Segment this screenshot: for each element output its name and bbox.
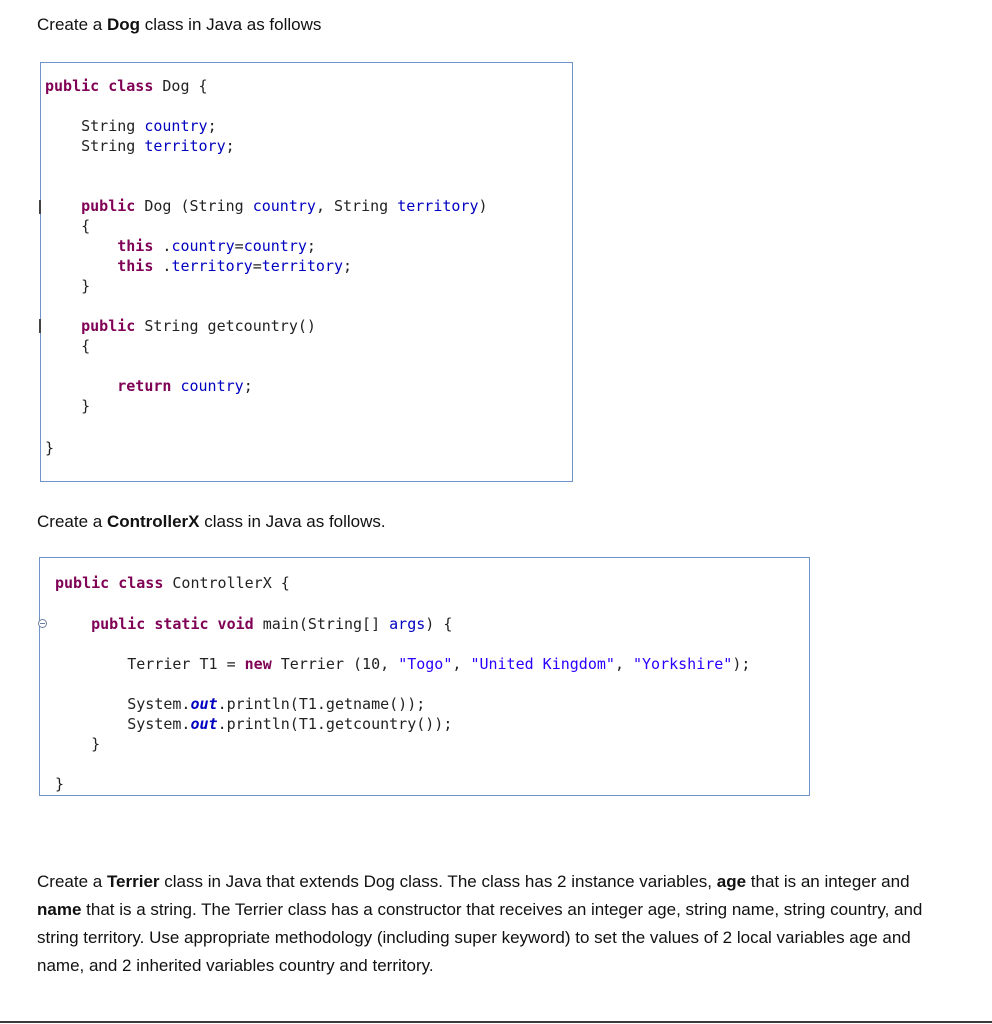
code-token: . xyxy=(162,237,172,255)
code-token: public class xyxy=(55,574,173,592)
code-line xyxy=(45,76,208,96)
code-token: territory xyxy=(261,257,344,275)
code-line xyxy=(45,116,217,136)
code-token: String getcountry() xyxy=(144,317,316,335)
code-token: { xyxy=(45,337,91,355)
code-token: "Togo" xyxy=(398,655,453,673)
code-line xyxy=(55,714,452,734)
code-token: out xyxy=(190,715,218,733)
code-token: ); xyxy=(732,655,751,673)
code-line xyxy=(55,734,100,754)
code-token: .println(T1.getcountry()); xyxy=(217,715,453,733)
collapse-icon[interactable] xyxy=(38,619,47,628)
code-token: } xyxy=(55,775,65,793)
code-token: ; xyxy=(207,117,217,135)
code-token: Dog (String xyxy=(144,197,253,215)
code-token xyxy=(45,377,117,395)
code-line xyxy=(45,136,235,156)
code-token: ) xyxy=(478,197,488,215)
code-token xyxy=(45,257,117,275)
code-line xyxy=(45,276,90,296)
code-line xyxy=(55,573,290,593)
text-run: Create a xyxy=(37,872,107,891)
bottom-rule xyxy=(0,1021,992,1023)
code-token: String xyxy=(45,117,145,135)
code-token: public static void xyxy=(91,615,263,633)
code-token: ; xyxy=(306,237,316,255)
code-line xyxy=(45,216,90,236)
code-token: territory xyxy=(397,197,479,215)
code-line xyxy=(45,376,253,396)
code-token: "United Kingdom" xyxy=(470,655,615,673)
code-token: ; xyxy=(343,257,353,275)
code-token: country xyxy=(243,237,307,255)
code-line xyxy=(45,336,90,356)
code-token: , xyxy=(614,655,633,673)
code-line xyxy=(45,256,352,276)
terrier-task-paragraph xyxy=(37,868,957,980)
text-run: class in Java that extends Dog class. The class has 2 instance variables, xyxy=(159,872,717,891)
controllerx-instruction: Create a ControllerX class in Java as follows. xyxy=(37,512,386,531)
code-line xyxy=(55,614,452,634)
gutter-marker xyxy=(39,200,41,214)
code-line xyxy=(55,774,64,794)
code-token: Terrier T1 = xyxy=(55,655,245,673)
code-token: public class xyxy=(45,77,163,95)
code-line xyxy=(45,196,488,216)
code-token: ; xyxy=(243,377,253,395)
code-token: country xyxy=(144,117,208,135)
code-token: this xyxy=(117,257,163,275)
code-token: ; xyxy=(225,137,235,155)
code-token: , xyxy=(452,655,471,673)
code-token: public xyxy=(81,197,145,215)
code-token: country xyxy=(171,237,235,255)
code-line xyxy=(55,654,750,674)
code-line xyxy=(55,694,425,714)
code-token: public xyxy=(81,317,145,335)
bold-term: age xyxy=(716,872,747,891)
gutter-marker xyxy=(39,319,41,333)
code-line xyxy=(45,396,90,416)
code-token: "Yorkshire" xyxy=(633,655,733,673)
code-token xyxy=(45,237,117,255)
code-token: out xyxy=(190,695,218,713)
text-run: that is a string. The Terrier class has a constructor that receives an integer age, string name, string country, and string territory. Use appropriate methodology (including super keyword) to set the values of 2 local variables age and name, and 2 inherited variables country and territory. xyxy=(37,900,923,975)
text-run: that is an integer and xyxy=(746,872,910,891)
code-token xyxy=(45,197,81,215)
code-token: } xyxy=(45,397,91,415)
code-token: } xyxy=(55,735,101,753)
code-line xyxy=(45,438,54,458)
code-token: = xyxy=(234,237,244,255)
code-token: ControllerX { xyxy=(172,574,290,592)
code-token: , String xyxy=(315,197,398,215)
dog-instruction: Create a Dog class in Java as follows xyxy=(37,15,322,34)
code-token: System. xyxy=(55,695,191,713)
bold-term: Terrier xyxy=(106,872,160,891)
code-token: Terrier (10, xyxy=(280,655,399,673)
code-token: System. xyxy=(55,715,191,733)
bold-term: name xyxy=(37,900,82,919)
code-token: country xyxy=(252,197,316,215)
code-token: territory xyxy=(171,257,253,275)
code-token: this xyxy=(117,237,163,255)
code-token: = xyxy=(252,257,262,275)
code-token: territory xyxy=(144,137,226,155)
code-token: { xyxy=(45,217,91,235)
code-token: String xyxy=(45,137,145,155)
code-token: new xyxy=(244,655,281,673)
code-token: . xyxy=(162,257,172,275)
code-token: args xyxy=(389,615,426,633)
code-token: } xyxy=(45,277,91,295)
code-token: country xyxy=(180,377,244,395)
code-token xyxy=(45,317,81,335)
code-token: Dog { xyxy=(162,77,208,95)
code-token: return xyxy=(117,377,181,395)
code-token: } xyxy=(45,439,55,457)
code-token: main(String[] xyxy=(262,615,390,633)
code-token xyxy=(55,615,91,633)
code-line xyxy=(45,236,316,256)
code-line xyxy=(45,316,316,336)
code-token: .println(T1.getname()); xyxy=(217,695,426,713)
code-token: ) { xyxy=(425,615,453,633)
